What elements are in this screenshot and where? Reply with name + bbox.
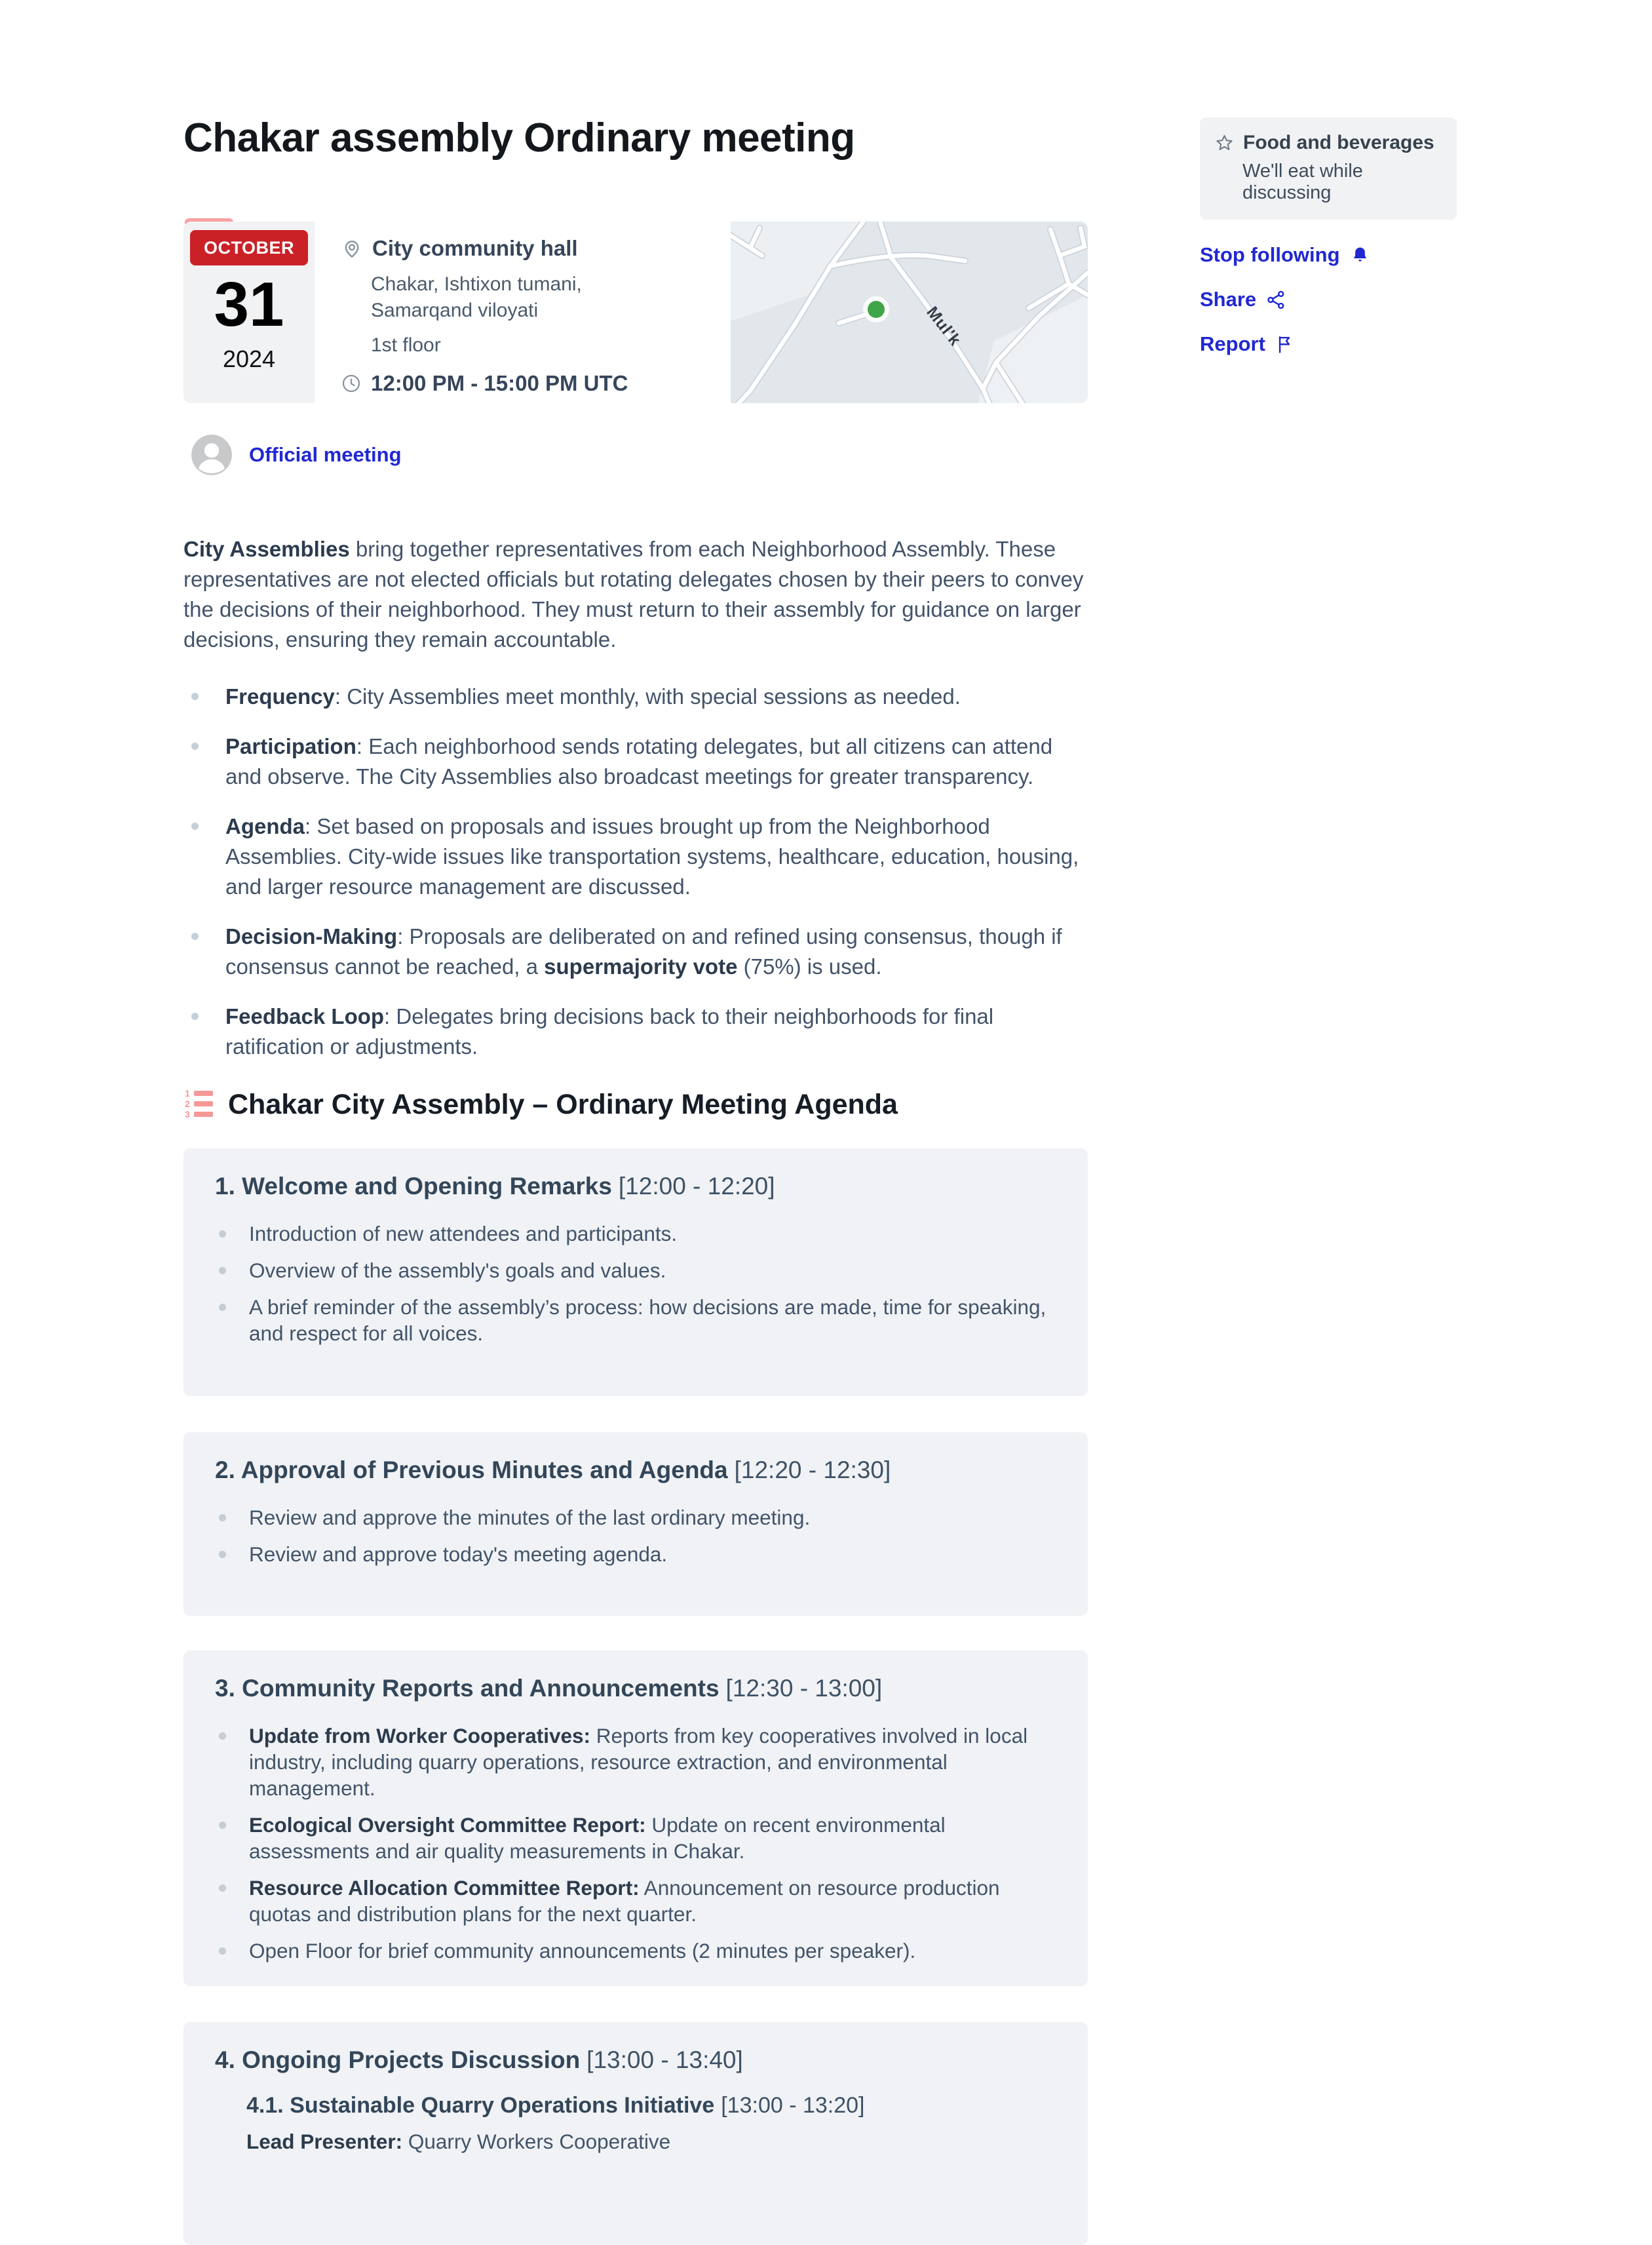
food-note-title: Food and beverages — [1243, 132, 1434, 153]
sidebar — [1200, 117, 1457, 355]
list-item: Update from Worker Cooperatives: Reports from key cooperatives involved in local industry, including quarry operations, resource extraction, and environmental management. — [215, 1723, 1056, 1801]
share-icon — [1266, 290, 1286, 310]
list-item: Overview of the assembly's goals and values. — [215, 1257, 1056, 1283]
agenda-subsection — [246, 2092, 1056, 2155]
map-street-label: Mul'k — [923, 303, 965, 350]
event-year: 2024 — [222, 345, 276, 372]
agenda-section-bullets — [215, 1220, 1056, 1346]
food-note-subtitle: We'll eat while discussing — [1242, 161, 1363, 203]
agenda-section-1 — [183, 1148, 1088, 1396]
agenda-section-title: 1. Welcome and Opening Remarks [12:00 - 12:20] — [215, 1173, 775, 1200]
agenda-section-4 — [183, 2022, 1088, 2245]
flag-icon — [1275, 334, 1296, 355]
agenda-section-bullets — [215, 1504, 1056, 1567]
list-item: Participation: Each neighborhood sends rotating delegates, but all citizens can attend and observe. The City Assemblies also broadcast meetings for greater transparency. — [183, 732, 1088, 792]
agenda-subsection-title: 4.1. Sustainable Quarry Operations Initiative [13:00 - 13:20] — [246, 2093, 865, 2118]
lead-presenter-line: Lead Presenter: Quarry Workers Cooperative — [246, 2130, 671, 2153]
venue-floor: 1st floor — [371, 334, 441, 356]
map-marker — [868, 301, 885, 318]
svg-text:2: 2 — [185, 1099, 190, 1109]
list-item: A brief reminder of the assembly’s process: how decisions are made, time for speaking, and respect for all voices. — [215, 1294, 1056, 1346]
list-item: Frequency: City Assemblies meet monthly, with special sessions as needed. — [183, 682, 1088, 712]
list-item: Feedback Loop: Delegates bring decisions back to their neighborhoods for final ratification or adjustments. — [183, 1002, 1088, 1062]
list-item: Review and approve the minutes of the last ordinary meeting. — [215, 1504, 1056, 1531]
organizer-row — [191, 435, 402, 475]
list-item: Introduction of new attendees and participants. — [215, 1220, 1056, 1247]
page-title: Chakar assembly Ordinary meeting — [183, 115, 855, 161]
agenda-heading-row — [183, 1088, 898, 1121]
agenda-section-3 — [183, 1650, 1088, 1986]
numbered-list-icon — [183, 1088, 215, 1121]
agenda-section-2 — [183, 1432, 1088, 1616]
svg-text:3: 3 — [185, 1109, 190, 1120]
organizer-link[interactable]: Official meeting — [249, 443, 402, 466]
list-item: Agenda: Set based on proposals and issues brought up from the Neighborhood Assemblies. City-wide issues like transportation systems, healthcare, education, housing, and larger resource management are discussed. — [183, 811, 1088, 902]
list-item: Decision-Making: Proposals are deliberated on and refined using consensus, though if consensus cannot be reached, a supermajority vote (75%) is used. — [183, 922, 1088, 982]
agenda-section-title: 4. Ongoing Projects Discussion [13:00 - 13:40] — [215, 2046, 743, 2073]
agenda-section-title: 2. Approval of Previous Minutes and Agenda [12:20 - 12:30] — [215, 1456, 891, 1483]
venue-address: Chakar, Ishtixon tumani, Samarqand viloyati — [371, 273, 582, 321]
intro-paragraph — [183, 534, 1088, 655]
bell-icon — [1350, 245, 1370, 265]
list-item: Resource Allocation Committee Report: Announcement on resource production quotas and distribution plans for the next quarter. — [215, 1875, 1056, 1927]
agenda-section-title: 3. Community Reports and Announcements [12:30 - 13:00] — [215, 1675, 883, 1702]
location-pin-icon — [341, 237, 363, 260]
event-day: 31 — [214, 269, 284, 340]
event-time: 12:00 PM - 15:00 PM UTC — [371, 371, 628, 395]
event-summary-card — [183, 222, 1088, 403]
list-item: Ecological Oversight Committee Report: Update on recent environmental assessments and air quality measurements in Chakar. — [215, 1812, 1056, 1864]
report-button[interactable]: Report — [1200, 332, 1296, 356]
main-content — [183, 0, 1088, 2155]
event-month: OCTOBER — [190, 230, 308, 265]
event-date-block — [183, 222, 315, 403]
svg-text:1: 1 — [185, 1088, 190, 1099]
venue-name: City community hall — [372, 236, 578, 260]
agenda-heading: Chakar City Assembly – Ordinary Meeting Agenda — [228, 1089, 898, 1120]
info-bullet-list — [183, 682, 1088, 1082]
list-item: Open Floor for brief community announcements (2 minutes per speaker). — [215, 1938, 1056, 1964]
food-note-card — [1200, 117, 1457, 220]
share-button[interactable]: Share — [1200, 288, 1286, 311]
stop-following-button[interactable]: Stop following — [1200, 243, 1370, 267]
list-item: Review and approve today's meeting agenda. — [215, 1541, 1056, 1567]
clock-icon — [341, 373, 362, 394]
star-icon — [1214, 133, 1235, 153]
event-info-block — [315, 222, 731, 403]
intro-lead: City Assemblies — [183, 537, 350, 561]
venue-map[interactable] — [731, 222, 1088, 403]
agenda-section-bullets — [215, 1723, 1056, 1964]
intro-text: bring together representatives from each Neighborhood Assembly. These representatives are not elected officials but rotating delegates chosen by their peers to convey the decisions of their neighborhood. They must return to their assembly for guidance on larger decisions, ensuring they remain accountable. — [183, 537, 1084, 652]
organizer-avatar[interactable] — [191, 435, 232, 475]
